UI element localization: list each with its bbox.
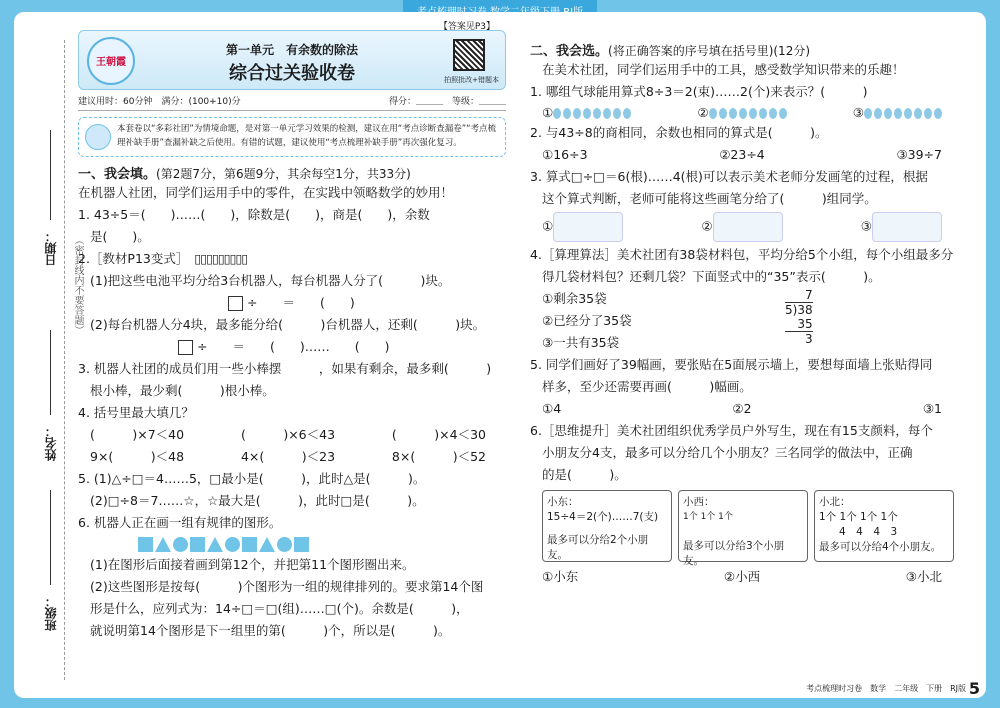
balloon-icon <box>709 108 787 119</box>
q6-2-line1: (2)这些图形是按每( )个图形为一组的规律排列的。要求第14个图 <box>90 579 484 594</box>
option[interactable]: ②已经分了35袋 <box>542 313 632 328</box>
date-label: 日期： <box>44 230 58 266</box>
option[interactable]: ③一共有35袋 <box>542 335 620 350</box>
method-line: 最多可以分给3个小朋友。 <box>683 540 785 567</box>
section-1-lead: 在机器人社团，同学们运用手中的零件，在实践中领略数学的妙用！ <box>78 185 454 200</box>
header-box <box>78 22 506 90</box>
option[interactable]: ①小东 <box>542 569 579 584</box>
option[interactable]: ③1 <box>922 401 942 416</box>
option[interactable]: ①剩余35袋 <box>542 291 607 306</box>
q4-item: 9×( )＜48 <box>90 449 185 464</box>
name-line <box>50 330 51 415</box>
q2-2-formula <box>78 336 506 358</box>
section-1-note: (第2题7分，第6题9分，其余每空1分，共33分) <box>156 167 411 181</box>
balloon-options <box>530 105 962 120</box>
q1-line1: 1. 43÷5＝( )……( )，除数是( )，商是( )，余数 <box>78 207 430 222</box>
r-q4-line1: 4.［算理算法］美术社团有38袋材料包，平均分给5个小组，每个小组最多分 <box>530 247 954 262</box>
method-boxes <box>530 490 962 567</box>
r-q6-line2: 小朋友分4支，最多可以分给几个小朋友？三名同学的做法中，正确 <box>542 445 913 460</box>
division-quotient: 7 <box>804 288 813 302</box>
division-dividend: 5)38 <box>785 303 813 317</box>
balloon-option[interactable] <box>853 105 942 120</box>
q4-heading: 4. 括号里最大填几？ <box>78 405 194 420</box>
q1-line2: 是( )。 <box>90 229 150 244</box>
q2-1-formula <box>78 292 506 314</box>
q4-item: ( )×7＜40 <box>90 427 185 442</box>
q6-2-line2: 形是什么，应列式为：14÷□＝□(组)……□(个)。余数是( )， <box>90 601 469 616</box>
intro-text: 本套卷以“多彩社团”为情境命题，是对第一单元学习效果的检测，建议在用“考点诊断查漏卷”“考点梳理补缺手册”查漏补缺之后使用。有错的试题，建议使用“考点梳理补缺手册”再次强化复习。 <box>117 124 497 148</box>
students-picture <box>872 212 942 242</box>
balloon-icon <box>864 108 942 119</box>
method-line: 最多可以分给2个小朋友。 <box>547 534 649 561</box>
method-box-xiaoxi <box>678 490 808 567</box>
q3-line1 <box>78 358 506 380</box>
q6-heading: 6. 机器人正在画一组有规律的图形。 <box>78 515 282 530</box>
section-1-heading <box>78 163 506 182</box>
option-label: ① <box>542 105 554 120</box>
picture-option[interactable] <box>861 212 942 242</box>
mascot-icon <box>85 124 111 150</box>
balloon-icon <box>553 108 631 119</box>
option[interactable]: ③小北 <box>905 569 942 584</box>
exam-meta <box>78 94 506 111</box>
r-q6-line1: 6.［思维提升］美术社团组织优秀学员户外写生，现在有15支颜料，每个 <box>530 423 933 438</box>
score-grade: 得分：＿＿＿ 等级：＿＿＿ <box>388 97 506 107</box>
method-line: 最多可以分给4个小朋友。 <box>819 541 942 553</box>
left-column <box>78 22 506 642</box>
q2-2: (2)每台机器人分4块，最多能分给( )台机器人，还剩( )块。 <box>90 317 486 332</box>
method-name: 小北： <box>819 496 851 508</box>
r-q5-options <box>530 398 962 420</box>
right-column <box>530 40 962 588</box>
page-title: 综合过关验收卷 <box>229 63 355 84</box>
option[interactable]: ①16÷3 <box>542 147 588 162</box>
r-q5-line1: 5. 同学们画好了39幅画，要张贴在5面展示墙上，要想每面墙上张贴得同 <box>530 357 933 372</box>
q4-item: ( )×6＜43 <box>240 427 336 442</box>
seal-line <box>64 40 65 680</box>
section-2-heading <box>530 40 962 59</box>
long-division <box>785 288 813 346</box>
division-remainder: 3 <box>785 331 813 346</box>
circle-shape <box>173 537 188 552</box>
circle-shape <box>225 537 240 552</box>
q6-1: (1)在图形后面接着画到第12个，并把第11个图形圈出来。 <box>90 557 415 572</box>
date-line <box>50 130 51 220</box>
q6-2-line3: 就说明第14个图形是下一组里的第( )个，所以是( )。 <box>90 623 451 638</box>
q3-text: 3. 机器人社团的成员们用一些小棒摆 ，如果有剩余，最多剩( ) <box>78 361 492 376</box>
time-score-info: 建议用时：60分钟 满分：(100+10)分 <box>78 97 241 107</box>
r-q3-options <box>530 212 962 242</box>
section-2-title: 二、我会选。 <box>530 44 609 59</box>
qr-code-icon[interactable] <box>453 39 485 71</box>
method-name: 小东： <box>547 496 579 508</box>
r-q4-options <box>530 288 962 354</box>
r-q6-line3: 的是( )。 <box>542 467 627 482</box>
q2-1-formula-text: ÷ ＝ ( ) <box>246 295 355 310</box>
q5-2: (2)□÷8＝7……☆，☆最大是( )，此时□是( )。 <box>90 493 425 508</box>
q4-item: ( )×4＜30 <box>391 427 486 442</box>
answer-reference: 【答案见P3】 <box>438 22 495 32</box>
students-picture <box>713 212 783 242</box>
students-picture <box>553 212 623 242</box>
answer-box[interactable] <box>228 296 243 311</box>
balloon-option[interactable] <box>542 105 631 120</box>
option[interactable]: ②23÷4 <box>719 147 765 162</box>
battery-icons: ▯▯▯▯▯▯▯▯▯ <box>194 251 248 266</box>
page-number: 5 <box>968 679 980 698</box>
answer-box[interactable] <box>178 340 193 355</box>
triangle-shape <box>155 537 171 552</box>
q4-item: 8×( )＜52 <box>391 449 486 464</box>
seal-note: （密封线内不要答题） <box>72 235 83 335</box>
option-label: ① <box>542 218 554 234</box>
r-q4-line2: 得几袋材料包？还剩几袋？下面竖式中的“35”表示( )。 <box>542 269 881 284</box>
q2-2-formula-text: ÷ ＝ ( )…… ( ) <box>196 339 390 354</box>
r-q6-options <box>530 566 962 588</box>
option-label: ③ <box>860 218 872 234</box>
method-line: 1个 1个 1个 <box>683 512 733 522</box>
q4-row1 <box>78 424 506 446</box>
q3-line2: 根小棒，最少剩( )根小棒。 <box>90 383 275 398</box>
balloon-option[interactable] <box>697 105 786 120</box>
method-box-xiaodong <box>542 490 672 562</box>
q2-heading <box>78 248 506 270</box>
triangle-shape <box>259 537 275 552</box>
method-line: 15÷4＝2(个)……7(支) <box>547 511 659 523</box>
name-label: 姓名： <box>44 425 58 461</box>
r-q2-options <box>530 144 962 166</box>
circle-shape <box>277 537 292 552</box>
r-q1: 1. 哪组气球能用算式8÷3＝2(束)……2(个)来表示？( ) <box>530 84 868 99</box>
unit-title: 第一单元 有余数的除法 <box>225 43 358 57</box>
option[interactable]: ①4 <box>542 401 562 416</box>
section-1-title: 一、我会填。 <box>78 167 157 182</box>
method-line: 1个 1个 1个 1个 <box>819 511 898 523</box>
method-line: 4 4 4 3 <box>839 526 898 538</box>
section-2-note: (将正确答案的序号填在括号里)(12分) <box>608 44 811 58</box>
method-name: 小西： <box>683 496 715 508</box>
shape-pattern <box>138 537 506 552</box>
square-shape <box>294 537 309 552</box>
q2-label: 2.［教材P13变式］ <box>78 251 189 266</box>
q2-1: (1)把这些电池平均分给3台机器人，每台机器人分了( )块。 <box>90 273 451 288</box>
binding-margin <box>22 40 83 680</box>
brand-logo: 王朝霞 <box>87 37 135 85</box>
footer: 考点梳理时习卷 数学 二年级 下册 RJ版 <box>806 684 966 693</box>
division-product: 35 <box>797 317 813 331</box>
option-label: ③ <box>852 105 864 120</box>
option[interactable]: ②小西 <box>723 569 761 584</box>
square-shape <box>138 537 153 552</box>
intro-note <box>78 117 506 157</box>
r-q3-line2: 这个算式判断，老师可能将这些画笔分给了( )组同学。 <box>542 191 877 206</box>
square-shape <box>190 537 205 552</box>
option[interactable]: ③39÷7 <box>896 147 942 162</box>
q4-item: 4×( )＜23 <box>240 449 336 464</box>
triangle-shape <box>207 537 223 552</box>
option-label: ② <box>701 218 713 234</box>
class-line <box>50 490 51 585</box>
q5-1: 5. (1)△÷□＝4……5，□最小是( )，此时△是( )。 <box>78 471 426 486</box>
qr-caption: 拍照批改+错题本 <box>444 76 499 84</box>
option[interactable]: ②2 <box>732 401 752 416</box>
class-label: 班级： <box>44 595 58 631</box>
q4-row2 <box>78 446 506 468</box>
r-q5-line2: 样多，至少还需要再画( )幅画。 <box>542 379 752 394</box>
section-2-lead: 在美术社团，同学们运用手中的工具，感受数学知识带来的乐趣！ <box>542 62 905 77</box>
r-q2: 2. 与43÷8的商相同，余数也相同的算式是( )。 <box>530 125 828 140</box>
square-shape <box>242 537 257 552</box>
picture-option[interactable] <box>542 212 623 242</box>
method-box-xiaobei <box>814 490 954 562</box>
option-label: ② <box>697 105 709 120</box>
picture-option[interactable] <box>701 212 782 242</box>
r-q3-line1: 3. 算式□÷□＝6(根)……4(根)可以表示美术老师分发画笔的过程，根据 <box>530 169 928 184</box>
